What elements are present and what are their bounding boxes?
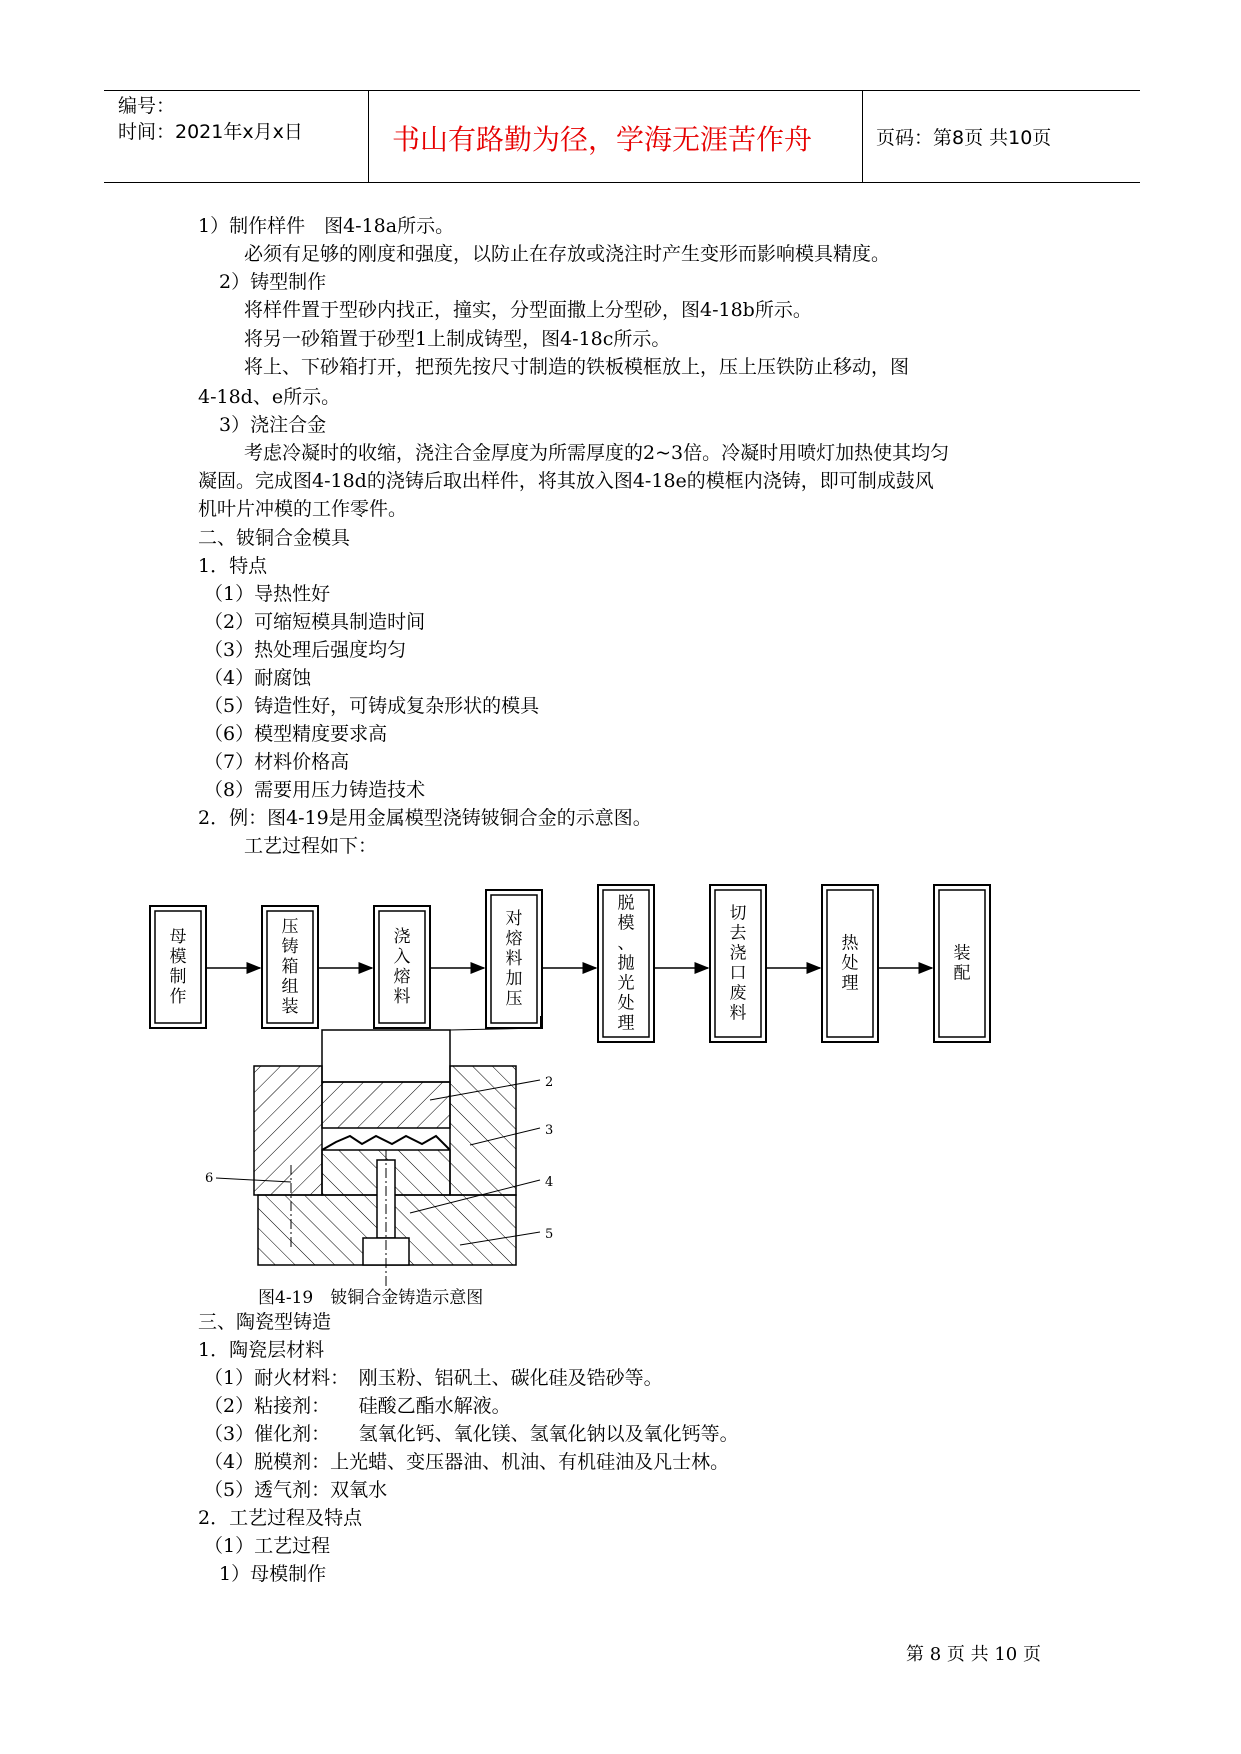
body-line: 机叶片冲模的工作零件。: [198, 498, 408, 520]
list-item: （2）可缩短模具制造时间: [204, 611, 426, 633]
flow-step-box: [822, 885, 878, 1042]
punch-body: [322, 1082, 450, 1128]
list-item: （1）耐火材料： 刚玉粉、铝矾土、碳化硅及锆砂等。: [204, 1367, 663, 1389]
casting-profile: [322, 1136, 450, 1150]
list-item: （4）脱模剂：上光蜡、变压器油、机油、有机硅油及凡士林。: [204, 1451, 730, 1473]
list-item: （1）工艺过程: [204, 1535, 331, 1557]
flow-boxes: [150, 885, 990, 1042]
header-time-label: 时间：2021年x月x日: [118, 121, 303, 143]
flow-step-label: 脱模、抛光处理: [617, 893, 635, 1034]
body-line: 将样件置于型砂内找正，撞实，分型面撒上分型砂，图4-18b所示。: [244, 299, 812, 321]
list-item: （7）材料价格高: [204, 751, 350, 773]
list-item: （8）需要用压力铸造技术: [204, 779, 426, 801]
header-motto: 书山有路勤为径，学海无涯苦作舟: [392, 123, 813, 156]
flow-step-box: [710, 885, 766, 1042]
flow-step-box: [934, 885, 990, 1042]
flow-step-box: [262, 906, 318, 1028]
die-left: [254, 1066, 322, 1195]
flow-step-label: 母模制作: [169, 927, 187, 1007]
die-right: [450, 1066, 516, 1195]
figure-caption: 图4-19 铍铜合金铸造示意图: [258, 1288, 484, 1308]
body-line: 必须有足够的刚度和强度，以防止在存放或浇注时产生变形而影响模具精度。: [244, 243, 891, 265]
flow-step-box: [150, 906, 206, 1028]
flow-step-label: 装配: [953, 943, 971, 984]
flow-step-label: 对熔料加压: [505, 909, 523, 1009]
section-heading: 三、陶瓷型铸造: [198, 1311, 332, 1333]
list-item: （2）粘接剂： 硅酸乙酯水解液。: [204, 1395, 511, 1417]
list-item: 1）母模制作: [219, 1563, 327, 1585]
body-line: 3）浇注合金: [219, 414, 327, 436]
mold-diagram: [205, 1016, 553, 1290]
flow-step-label: 浇入熔料: [393, 927, 411, 1007]
part-label-6: 6: [205, 1171, 214, 1186]
body-line: 工艺过程如下：: [244, 835, 378, 857]
header-page-label: 页码：第8页 共10页: [876, 127, 1052, 149]
list-item: （3）热处理后强度均匀: [204, 639, 407, 661]
list-item: （4）耐腐蚀: [204, 667, 312, 689]
flow-step-box: [598, 885, 654, 1042]
body-line: 2．例：图4-19是用金属模型浇铸铍铜合金的示意图。: [198, 807, 652, 829]
header-number-label: 编号：: [118, 95, 176, 117]
list-item: （5）铸造性好，可铸成复杂形状的模具: [204, 695, 540, 717]
flow-step-label: 压铸箱组装: [281, 917, 299, 1017]
punch-block: [322, 1030, 450, 1082]
body-line: 考虑冷凝时的收缩，浇注合金厚度为所需厚度的2~3倍。冷凝时用喷灯加热使其均匀: [244, 442, 950, 464]
body-line: 将上、下砂箱打开，把预先按尺寸制造的铁板模框放上，压上压铁防止移动，图: [244, 356, 910, 378]
subsection-heading: 1．特点: [198, 555, 268, 577]
body-line: 4-18d、e所示。: [198, 386, 341, 408]
list-item: （5）透气剂：双氧水: [204, 1479, 388, 1501]
body-line: 凝固。完成图4-18d的浇铸后取出样件，将其放入图4-18e的模框内浇铸，即可制成鼓风: [198, 470, 934, 492]
flow-step-label: 切去浇口废料: [729, 903, 747, 1024]
subsection-heading: 2．工艺过程及特点: [198, 1507, 363, 1529]
body-line: 1）制作样件 图4-18a所示。: [198, 215, 455, 237]
page-footer: 第 8 页 共 10 页: [906, 1644, 1041, 1665]
label-1-mark: [540, 1016, 543, 1028]
section-heading: 二、铍铜合金模具: [198, 527, 351, 549]
list-item: （6）模型精度要求高: [204, 723, 388, 745]
flow-step-box: [374, 906, 430, 1028]
part-label-3: 3: [545, 1123, 554, 1138]
body-line: 将另一砂箱置于砂型1上制成铸型，图4-18c所示。: [244, 328, 671, 350]
body-line: 2）铸型制作: [219, 271, 327, 293]
flow-step-box: [486, 890, 542, 1028]
part-label-4: 4: [545, 1175, 554, 1190]
part-label-5: 5: [545, 1227, 554, 1242]
subsection-heading: 1．陶瓷层材料: [198, 1339, 325, 1361]
list-item: （3）催化剂： 氢氧化钙、氧化镁、氢氧化钠以及氧化钙等。: [204, 1423, 739, 1445]
part-label-2: 2: [545, 1075, 554, 1090]
list-item: （1）导热性好: [204, 583, 331, 605]
flow-step-label: 热处理: [841, 933, 859, 994]
